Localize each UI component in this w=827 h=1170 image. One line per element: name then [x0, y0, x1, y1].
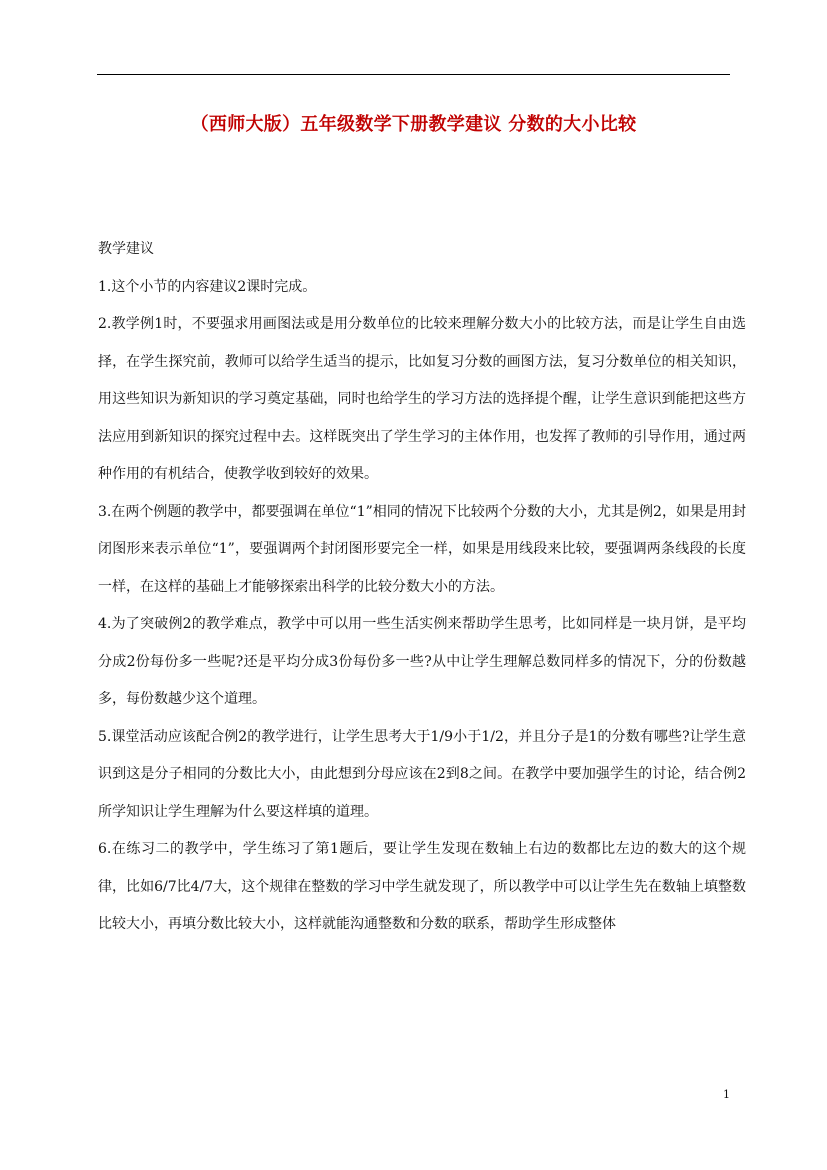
document-title: （西师大版）五年级数学下册教学建议 分数的大小比较: [190, 114, 637, 135]
paragraph-6: 6.在练习二的教学中，学生练习了第1题后，要让学生发现在数轴上右边的数都比左边的数大的这个规律，比如6/7比4/7大，这个规律在整数的学习中学生就发现了，所以教学中可以让学生先在数轴上填整数比较大小，再填分数比较大小，这样就能沟通整数和分数的联系，帮助学生形成整体: [98, 841, 746, 932]
paragraph-5: 5.课堂活动应该配合例2的教学进行，让学生思考大于1/9小于1/2，并且分子是1的分数有哪些?让学生意识到这是分子相同的分数比大小，由此想到分母应该在2到8之间。在教学中要加强学生的讨论，结合例2所学知识让学生理解为什么要这样填的道理。: [98, 728, 746, 820]
paragraph-1: 1.这个小节的内容建议2课时完成。: [98, 278, 317, 295]
section-heading: 教学建议: [98, 241, 154, 257]
paragraph-3: 3.在两个例题的教学中，都要强调在单位“1”相同的情况下比较两个分数的大小，尤其是例2，如果是用封闭图形来表示单位“1”，要强调两个封闭图形要完全一样，如果是用线段来比较，要强调两条线段的长度一样，在这样的基础上才能够探索出科学的比较分数大小的方法。: [98, 503, 746, 595]
paragraph-2: 2.教学例1时，不要强求用画图法或是用分数单位的比较来理解分数大小的比较方法，而是让学生自由选择，在学生探究前，教师可以给学生适当的提示，比如复习分数的画图方法，复习分数单位的相关知识，用这些知识为新知识的学习奠定基础，同时也给学生的学习方法的选择提个醒，让学生意识到能把这些方法应用到新知识的探究过程中去。这样既突出了学生学习的主体作用，也发挥了教师的引导作用，通过两种作用的有机结合，使教学收到较好的效果。: [98, 316, 746, 482]
page-number: 1: [723, 1088, 730, 1101]
document-body: [98, 231, 746, 944]
paragraph-4: 4.为了突破例2的教学难点，教学中可以用一些生活实例来帮助学生思考，比如同样是一块月饼，是平均分成2份每份多一些呢?还是平均分成3份每份多一些?从中让学生理解总数同样多的情况下，分的份数越多，每份数越少这个道理。: [98, 616, 746, 707]
header-rule: [97, 74, 730, 75]
